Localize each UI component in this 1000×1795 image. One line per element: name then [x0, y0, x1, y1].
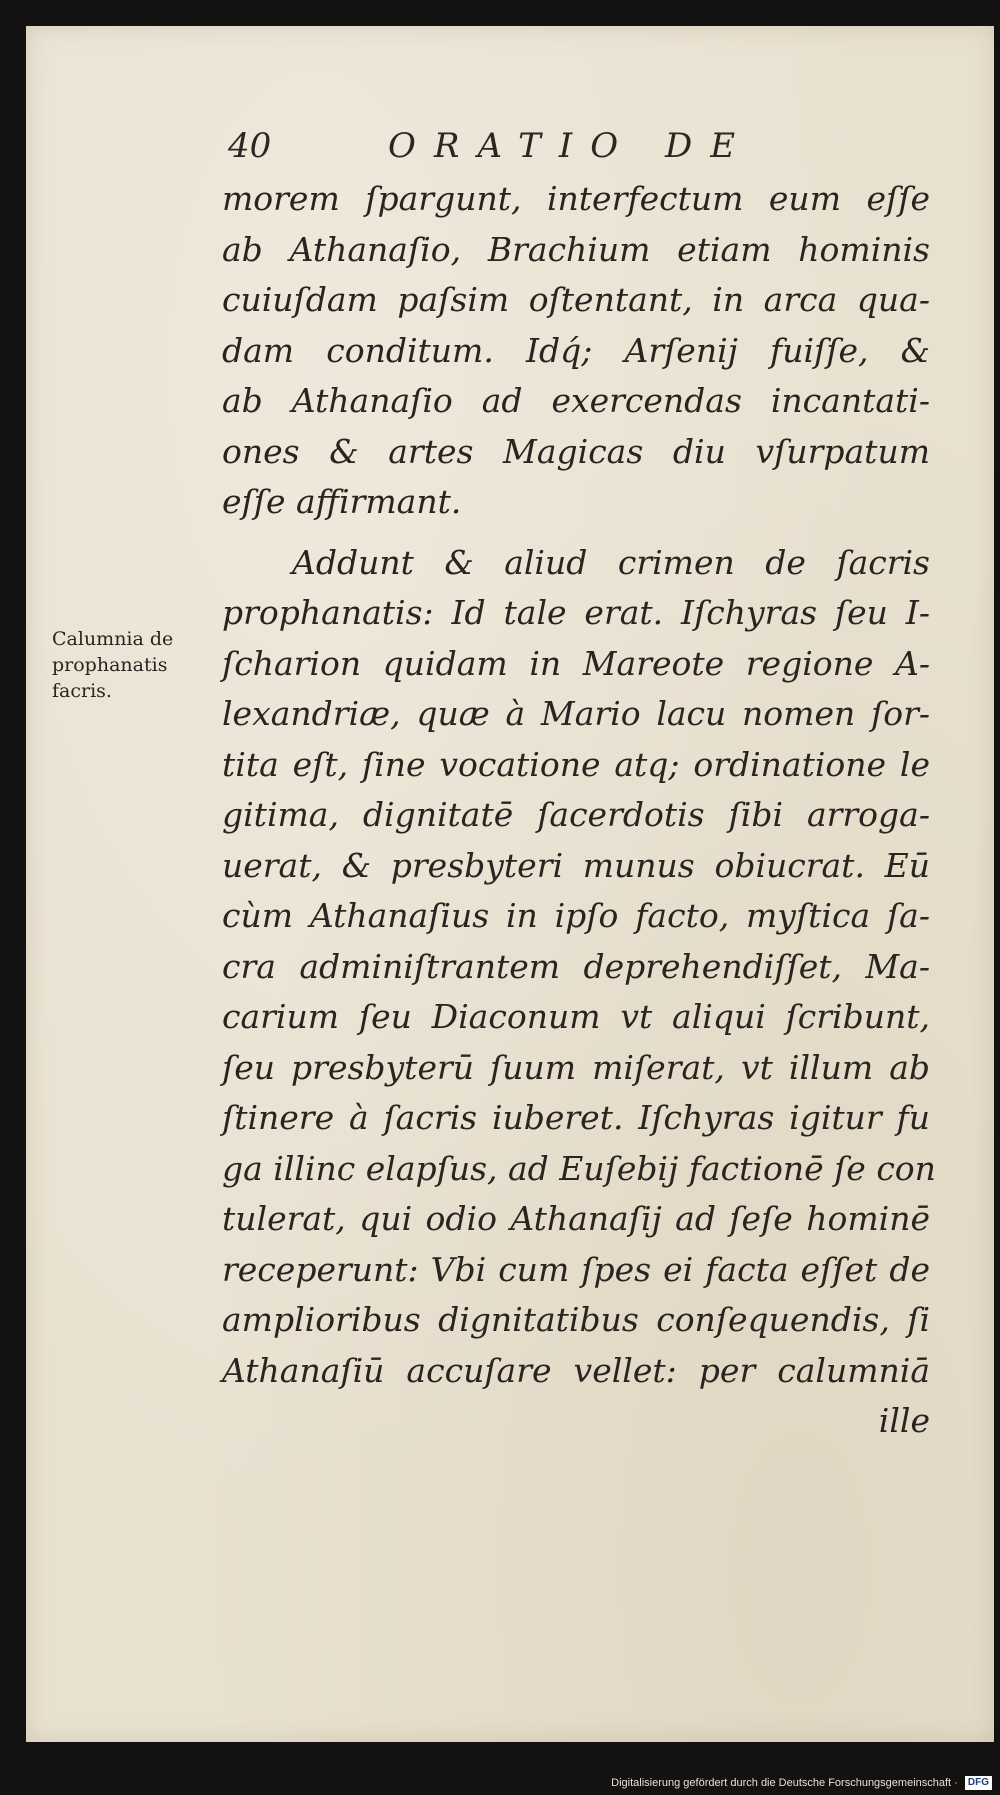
body-text — [222, 174, 936, 1447]
text-line: cuiuſdam paſsim oſtentant, in arca qua- — [222, 280, 930, 319]
credit-text: Digitalisierung gefördert durch die Deutsche Forschungsgemeinschaft · — [611, 1777, 958, 1789]
text-line: carium ſeu Diaconum vt aliqui ſcribunt, — [222, 997, 930, 1036]
text-line: Addunt & aliud crimen de ſacris — [292, 542, 930, 582]
text-line: cra adminiſtrantem deprehendiſſet, Ma- — [222, 946, 930, 986]
text-line: tita eſt, ſine vocatione atq; ordinatione le — [222, 744, 930, 784]
catchword: ille — [878, 1401, 930, 1440]
text-line: uerat, & presbyteri munus obiucrat. Eū — [222, 845, 930, 885]
page-header — [228, 126, 928, 172]
page-number: 40 — [228, 126, 272, 166]
text-line: dam conditum. Idq́; Arſenij fuiſſe, & — [222, 330, 930, 370]
text-line: gitima, dignitatē ſacerdotis ſibi arroga- — [222, 795, 930, 834]
text-line: prophanatis: Id tale erat. Iſchyras ſeu I- — [222, 593, 930, 632]
text-line: ab Athanaſio, Brachium etiam hominis — [222, 229, 930, 269]
text-line: eſſe affirmant. — [222, 482, 462, 521]
dfg-logo: DFG — [965, 1776, 992, 1790]
text-line: amplioribus dignitatibus conſequendis, ſi — [222, 1300, 930, 1339]
text-line: morem ſpargunt, interfectum eum eſſe — [222, 179, 930, 218]
text-line: cùm Athanaſius in ipſo facto, myſtica ſa- — [222, 896, 930, 935]
paragraph-gap — [222, 528, 930, 538]
marginal-note-line: Calumnia de — [52, 628, 174, 650]
marginal-note-line: prophanatis — [52, 654, 168, 676]
text-line: ſeu presbyterū ſuum miſerat, vt illum ab — [222, 1047, 930, 1087]
running-title: ORATIO DE — [388, 126, 754, 166]
marginal-note — [52, 626, 202, 704]
digitization-credit — [611, 1774, 992, 1792]
marginal-note-line: facris. — [52, 680, 112, 702]
text-line: ones & artes Magicas diu vſurpatum — [222, 431, 930, 471]
text-line: ſcharion quidam in Mareote regione A- — [222, 643, 930, 683]
text-line: tulerat, qui odio Athanaſij ad ſeſe hominē — [222, 1199, 930, 1238]
text-line: receperunt: Vbi cum ſpes ei facta eſſet de — [222, 1249, 930, 1289]
text-line: ga illinc elapſus, ad Euſebij factionē ſe con — [222, 1148, 936, 1188]
text-line: ab Athanaſio ad exercendas incantati- — [222, 381, 930, 420]
text-line: ſtinere à ſacris iuberet. Iſchyras igitur fu — [222, 1098, 930, 1137]
text-line: lexandriæ, quæ à Mario lacu nomen ſor- — [222, 694, 930, 733]
text-line: Athanaſiū accuſare vellet: per calumniā — [222, 1350, 930, 1390]
